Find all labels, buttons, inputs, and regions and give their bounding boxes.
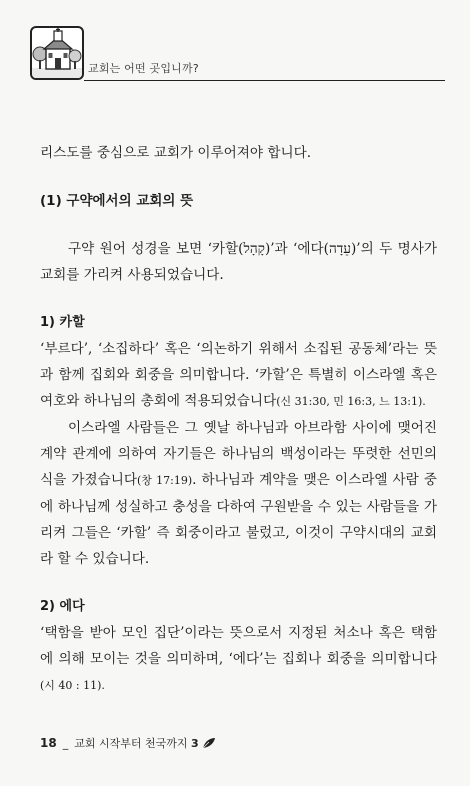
kahal-paragraph-1 xyxy=(40,336,437,415)
kahal-heading: 1) 카할 xyxy=(40,315,85,330)
book-title-number: 3 xyxy=(190,737,199,750)
church-icon xyxy=(30,26,84,80)
kahal-paragraph-2-text-a: 이스라엘 사람들은 그 옛날 하나님과 아브라함 사이에 맺어진 계약 관계에 의하여 자기들은 하나님의 백성이라는 뚜렷한 선민의식을 가졌습니다 xyxy=(40,420,437,488)
kahal-reference-2: (창 17:19) xyxy=(137,474,193,487)
section-intro-paragraph: 구약 원어 성경을 보면 ‘카할(קָהָל)’과 ‘에다(עֵדָה)’의 두 명사가 교회를 가리켜 사용되었습니다. xyxy=(40,241,437,283)
page-header xyxy=(30,26,445,84)
page-content xyxy=(40,140,437,699)
eda-reference-1: (시 40 : 11). xyxy=(40,679,105,692)
chapter-title: 교회는 어떤 곳입니까? xyxy=(88,62,199,75)
leaf-icon xyxy=(202,737,216,752)
eda-paragraph-1-text: ‘택함을 받아 모인 집단’이라는 뜻으로서 지정된 처소나 혹은 택함에 의해 모이는 것을 의미하며, ‘에다’는 집회나 회중을 의미합니다 xyxy=(40,625,437,667)
eda-paragraph-1 xyxy=(40,620,437,699)
kahal-paragraph-2-text-b: . 하나님과 계약을 맺은 이스라엘 사람 중에 하나님께 성실하고 충성을 다하여 구원받을 수 있는 사람들을 가리켜 그들은 ‘카할’ 즉 회중이라고 불렀고, 이것이 구약시대의 교회라 할 수 있습니다. xyxy=(40,472,437,567)
page-footer xyxy=(40,735,216,752)
page-number: 18 xyxy=(40,736,57,750)
section-heading: (1) 구약에서의 교회의 뜻 xyxy=(40,193,194,209)
header-rule xyxy=(84,80,445,81)
book-title: 교회 시작부터 천국까지 xyxy=(74,737,188,750)
eda-heading: 2) 에다 xyxy=(40,599,85,614)
kahal-paragraph-2 xyxy=(40,415,437,572)
kahal-paragraph-1-text: ‘부르다’, ‘소집하다’ 혹은 ‘의논하기 위해서 소집된 공동체’라는 뜻과 함께 집회와 회중을 의미합니다. ‘카할’은 특별히 이스라엘 혹은 여호와 하나님의 총회에 적용되었습니다 xyxy=(40,341,437,409)
continued-paragraph: 리스도를 중심으로 교회가 이루어져야 합니다. xyxy=(40,145,312,161)
footer-separator: _ xyxy=(62,737,69,750)
kahal-reference-1: (신 31:30, 민 16:3, 느 13:1). xyxy=(276,395,426,408)
